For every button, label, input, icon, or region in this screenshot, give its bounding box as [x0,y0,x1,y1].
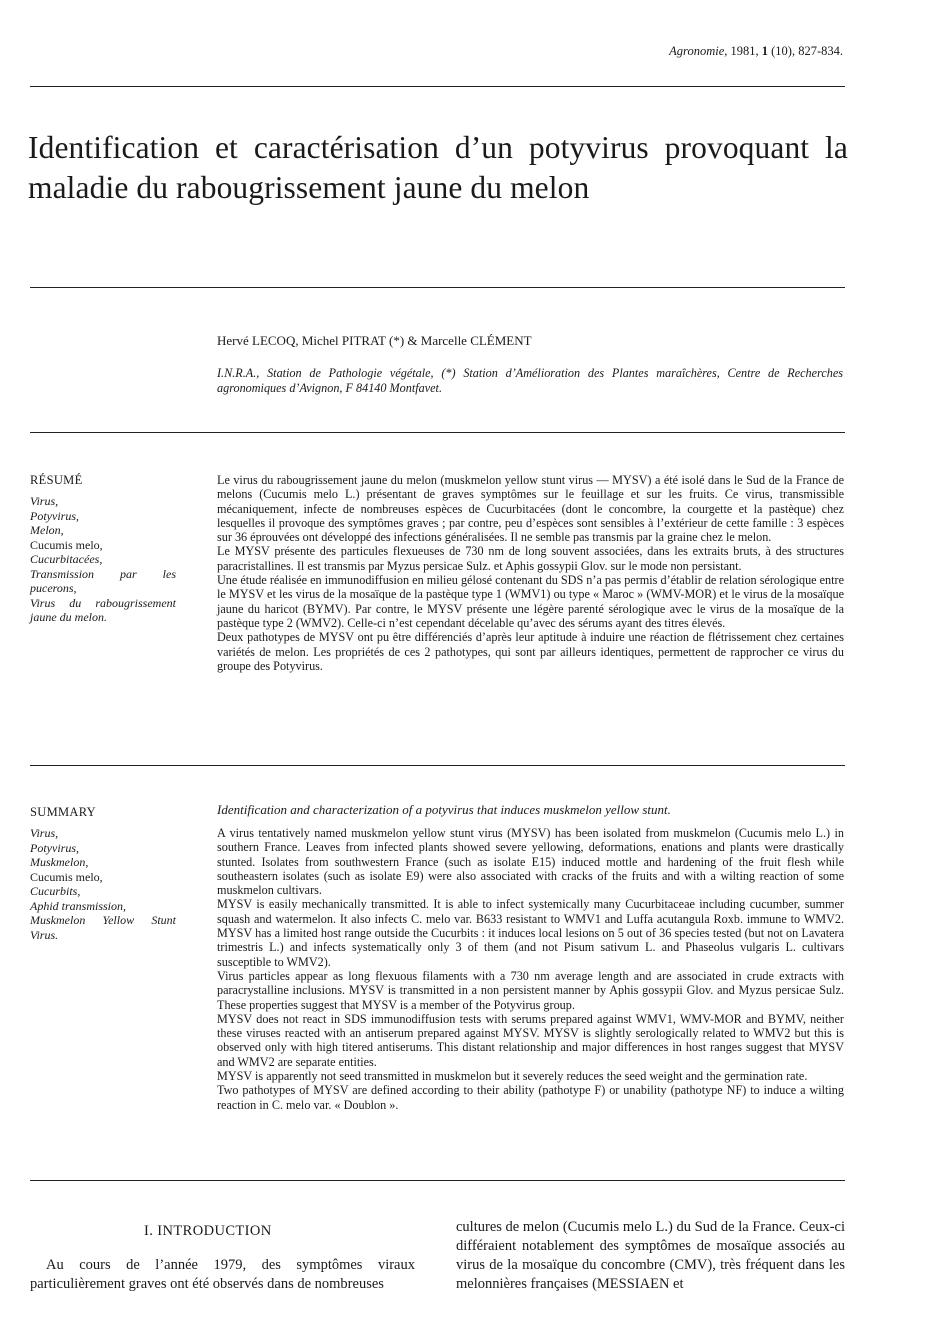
resume-keywords [30,494,176,625]
summary-heading: SUMMARY [30,805,97,819]
summary-body [217,826,844,1112]
article-title: Identification et caractérisation d’un potyvirus provoquant la maladie du rabougrissement jaune du melon [28,130,848,205]
journal-name: Agronomie, [669,44,728,58]
summary-paragraph: Virus particles appear as long flexuous filaments with a 730 nm average length and are associated in crude extracts with paracrystalline inclusions. MYSV is transmitted in a non persistent manner by Aphis gossypii Glov. and Myzus persicae Sulz. These properties suggest that MYSV is a member of the Potyvirus group. [217,968,844,1012]
keyword: Muskmelon, [30,855,89,869]
introduction-left-column [30,1256,415,1294]
resume-body [217,473,844,673]
rule-summary [30,1180,845,1181]
summary-paragraph: Two pathotypes of MYSV are defined according to their ability (pathotype F) or unability (pathotype NF) to induce a wilting reaction in C. melo var. « Doublon ». [217,1083,844,1112]
keyword: Muskmelon Yellow Stunt Virus. [30,913,176,942]
rule-title [30,287,845,288]
rule-resume [30,765,845,766]
summary-paragraph: MYSV is apparently not seed transmitted in muskmelon but it severely reduces the seed weight and the germination rate. [217,1069,808,1084]
rule-top [30,86,845,87]
rule-authors [30,432,845,433]
summary-paragraph: MYSV is easily mechanically transmitted. It is able to infect systemically many Cucurbitaceae including cucumber, summer squash and watermelon. It also infects C. melo var. B633 resistant to WMV1 and Luffa acutangula Roxb. immune to WMV2. MYSV has a limited host range outside the Cucurbits : it induces local lesions on 5 out of 36 species tested (but not on Lavatera trimestris L.) and infects systematically only 3 of them (and not Pisum sativum L. and Phaseolus vulgaris L. cultivars susceptible to WMV2). [217,897,844,969]
authors: Hervé LECOQ, Michel PITRAT (*) & Marcelle CLÉMENT [217,333,532,348]
keyword: Melon, [30,523,64,537]
keyword: Cucurbitacées, [30,552,103,566]
journal-year: 1981, [730,44,759,58]
summary-keywords [30,826,176,942]
keyword: Virus du rabougrissement jaune du melon. [30,595,176,624]
summary-paragraph: MYSV does not react in SDS immunodiffusion tests with serums prepared against WMV1, WMV-MOR and BYMV, neither these viruses reacted with an antiserum prepared against MYSV. MYSV is slightly serologically related to WMV2 but this is observed only with high titered antiserums. This distant relationship and major differences in host ranges suggest that MYSV and WMV2 are separate entities. [217,1011,844,1069]
resume-paragraph: Deux pathotypes de MYSV ont pu être différenciés d’après leur aptitude à induire une réaction de flétrissement chez certaines variétés de melon. Les propriétés de ces 2 pathotypes, qui sont par ailleurs identiques, permettent de rapprocher ce virus du groupe des Potyvirus. [217,630,844,673]
keyword: Potyvirus, [30,508,79,523]
introduction-text-left: Au cours de l’année 1979, des symptômes viraux particulièrement graves ont été observés dans de nombreuses [30,1257,415,1292]
introduction-right-column [456,1218,845,1294]
keyword: Potyvirus, [30,840,79,855]
summary-title: Identification and characterization of a potyvirus that induces muskmelon yellow stunt. [217,802,671,817]
resume-paragraph: Une étude réalisée en immunodiffusion en milieu gélosé contenant du SDS n’a pas permis d’établir de relation sérologique entre le MYSV et les virus de la mosaïque de la pastèque type 1 (WMV1) ou type « Maroc » (WMV-MOR) et le virus de la mosaïque jaune du haricot (BYMV). Par contre, le MYSV présente une légère parenté sérologique avec le virus de la mosaïque de la pastèque type 2 (WMV2). Celle-ci n’est cependant décelable qu’avec des sérums ayant des titres élevés. [217,573,844,630]
journal-issue: (10), [771,44,796,58]
keyword: Cucumis melo, [30,537,103,552]
journal-volume: 1 [761,44,768,58]
introduction-heading: I. INTRODUCTION [144,1223,272,1239]
affiliation: I.N.R.A., Station de Pathologie végétale, (*) Station d’Amélioration des Plantes maraîchères, Centre de Recherches agronomiques d’Avignon, F 84140 Montfavet. [217,366,843,395]
resume-paragraph: Le virus du rabougrissement jaune du melon (muskmelon yellow stunt virus — MYSV) a été isolé dans le Sud de la France de melons (Cucumis melo L.) présentant de graves symptômes sur le feuillage et sur les fruits. Ce virus, transmissible mécaniquement, infecte de nombreuses espèces de Cucurbitacées (dont le concombre, la courgette et la pastèque) chez lesquelles il provoque des symptômes graves ; par contre, peu d’espèces sont sensibles à l’extérieur de cette famille : 3 espèces sur 36 éprouvées ont développé des infections généralisées. Il ne semble pas transmis par la graine chez le melon. [217,473,844,545]
summary-paragraph: A virus tentatively named muskmelon yellow stunt virus (MYSV) has been isolated from muskmelon (Cucumis melo L.) in southern France. Leaves from infected plants showed severe yellowing, deformations, enations and plants were drastically stunted. Isolates from southwestern France (such as isolate E15) induced mottle and hardening of the fruit flesh while southeastern isolates (such as isolate E9) were also associated with cracks of the fruits and with a wilting reaction of some muskmelon cultivars. [217,826,844,898]
keyword: Cucurbits, [30,884,81,898]
keyword: Virus, [30,826,59,840]
keyword: Transmission par les pucerons, [30,566,176,595]
journal-pages: 827-834. [798,44,843,58]
resume-paragraph: Le MYSV présente des particules flexueuses de 730 nm de long souvent associées, dans les extraits bruts, à des structures paracristallines. Il est transmis par Myzus persicae Sulz. et Aphis gossypii Glov. sur le mode non persistant. [217,544,844,573]
journal-citation [669,44,843,59]
keyword: Virus, [30,494,59,508]
resume-heading: RÉSUMÉ [30,473,83,487]
introduction-text-right: cultures de melon (Cucumis melo L.) du Sud de la France. Ceux-ci différaient notablement des symptômes de mosaïque associés au virus de la mosaïque du concombre (CMV), très fréquent dans les melonnières françaises (MESSIAEN et [456,1219,845,1292]
keyword: Aphid transmission, [30,898,127,913]
keyword: Cucumis melo, [30,869,103,884]
